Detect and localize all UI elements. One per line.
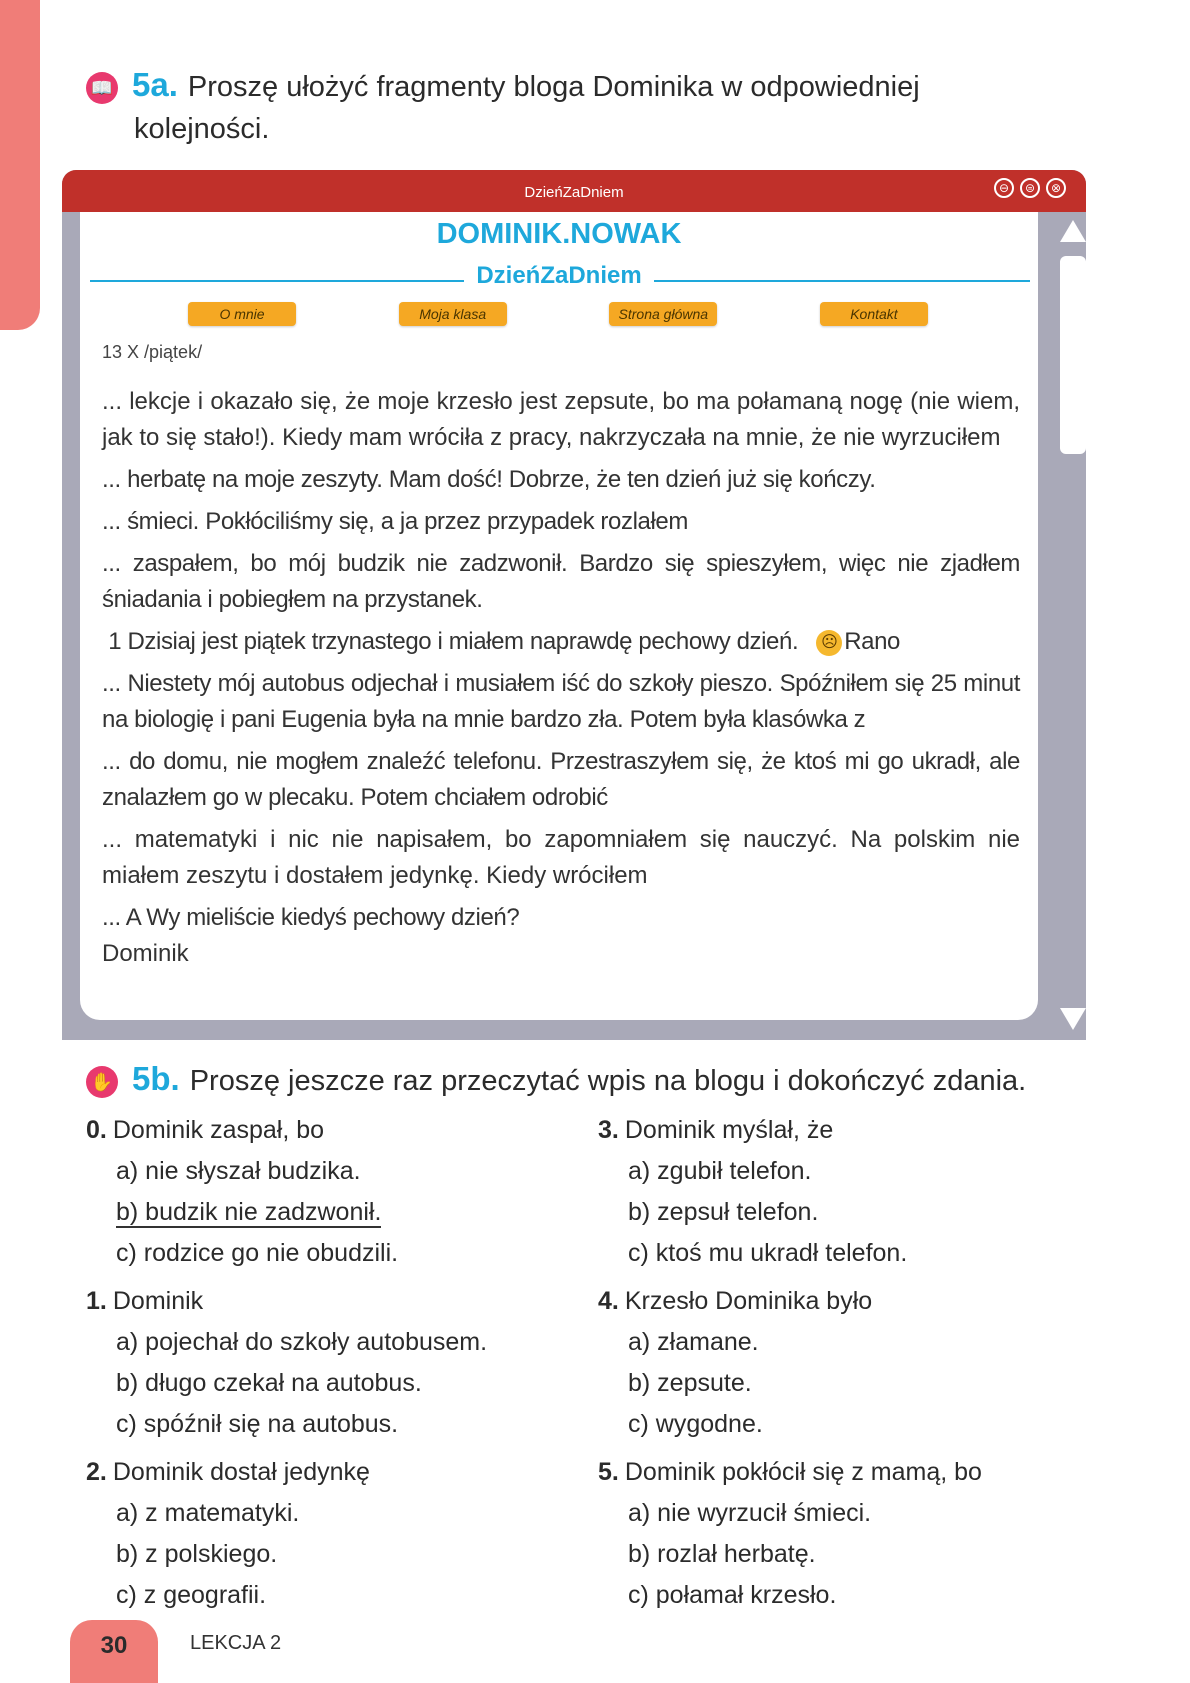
blog-subtitle-wrap: [80, 262, 1038, 290]
option-a[interactable]: a) pojechał do szkoły autobusem.: [116, 1328, 488, 1356]
page-number: 30: [70, 1620, 158, 1683]
option-a[interactable]: a) złamane.: [628, 1328, 759, 1356]
exercise-5a-heading: [86, 64, 1086, 150]
option-b-selected[interactable]: [86, 1192, 566, 1233]
page-side-tab: [0, 0, 40, 330]
fragment: ... A Wy mieliście kiedyś pechowy dzień?: [102, 904, 520, 931]
book-icon: 📖: [86, 72, 118, 104]
fragment-first: [102, 624, 1020, 660]
option-b[interactable]: b) rozlał herbatę.: [628, 1540, 816, 1568]
question-number: 2.: [86, 1458, 107, 1486]
blog-content: [80, 212, 1038, 1020]
option-c[interactable]: c) z geografii.: [116, 1581, 267, 1609]
fragment: ... do domu, nie mogłem znaleźć telefonu. Przestraszyłem się, że ktoś mi go ukradł, ale znalazłem go w plecaku. Potem chciałem odrobić: [102, 748, 1020, 811]
exercise-5b-number: 5b.: [132, 1060, 180, 1097]
question-number: 4.: [598, 1287, 619, 1315]
blog-name: DOMINIK.NOWAK: [436, 218, 682, 250]
post-date: 13 X /piątek/: [102, 342, 203, 362]
option-b-text: b) budzik nie zadzwonił.: [116, 1198, 382, 1226]
question-stem: Dominik pokłócił się z mamą, bo: [624, 1458, 982, 1486]
nav-my-class[interactable]: Moja klasa: [399, 302, 507, 326]
scroll-down-arrow-icon[interactable]: [1060, 1008, 1086, 1030]
fragment: ... lekcje i okazało się, że moje krzesło jest zepsute, bo ma połamaną nogę (nie wiem, jak to się stało!). Kiedy mam wróciła z pracy, nakrzyczała na mnie, że nie wyrzuciłem: [102, 388, 1020, 451]
option-c[interactable]: c) połamał krzesło.: [628, 1581, 837, 1609]
window-titlebar: [62, 170, 1086, 212]
option-c[interactable]: c) spóźnił się na autobus.: [116, 1410, 399, 1438]
option-b[interactable]: b) zepsuł telefon.: [628, 1198, 819, 1226]
question-2: [86, 1452, 566, 1616]
question-stem: Dominik dostał jedynkę: [112, 1458, 370, 1486]
question-number: 3.: [598, 1116, 619, 1144]
blog-nav: [188, 302, 928, 326]
exercise-5a-instruction-cont: kolejności.: [134, 113, 270, 145]
nav-home[interactable]: Strona główna: [609, 302, 717, 326]
exercise-5b-instruction: Proszę jeszcze raz przeczytać wpis na blogu i dokończyć zdania.: [189, 1065, 1027, 1097]
fragment-first-text: 1 Dzisiaj jest piątek trzynastego i miałem naprawdę pechowy dzień.: [108, 628, 799, 655]
question-stem: Dominik zaspał, bo: [112, 1116, 325, 1144]
minimize-icon[interactable]: ⊖: [994, 178, 1014, 198]
window-title: DzieńZaDniem: [524, 184, 624, 201]
option-a[interactable]: a) nie słyszał budzika.: [116, 1157, 361, 1185]
option-c[interactable]: c) ktoś mu ukradł telefon.: [628, 1239, 908, 1267]
question-stem: Krzesło Dominika było: [624, 1287, 873, 1315]
option-b[interactable]: b) długo czekał na autobus.: [116, 1369, 422, 1397]
fragment: ... matematyki i nic nie napisałem, bo zapomniałem się nauczyć. Na polskim nie miałem zeszytu i dostałem jedynkę. Kiedy wróciłem: [102, 826, 1020, 889]
option-c[interactable]: c) wygodne.: [628, 1410, 763, 1438]
fragment: ... Niestety mój autobus odjechał i musiałem iść do szkoły pieszo. Spóźniłem się 25 minut na biologię i pani Eugenia była na mnie bardzo zła. Potem była klasówka z: [102, 670, 1020, 733]
lesson-label: LEKCJA 2: [190, 1632, 282, 1654]
question-number: 1.: [86, 1287, 107, 1315]
question-number: 0.: [86, 1116, 107, 1144]
questions-left-column: [86, 1110, 566, 1623]
option-b[interactable]: b) z polskiego.: [116, 1540, 278, 1568]
question-stem: Dominik: [112, 1287, 204, 1315]
close-icon[interactable]: ⊗: [1046, 178, 1066, 198]
question-1: [86, 1281, 566, 1445]
fragment-first-tail: Rano: [844, 628, 901, 655]
option-a[interactable]: a) z matematyki.: [116, 1499, 300, 1527]
blog-subtitle: DzieńZaDniem: [464, 262, 653, 289]
fragment: ... śmieci. Pokłóciliśmy się, a ja przez przypadek rozlałem: [102, 508, 688, 535]
question-3: [598, 1110, 1078, 1274]
question-stem: Dominik myślał, że: [624, 1116, 834, 1144]
questions-right-column: [598, 1110, 1078, 1623]
nav-contact[interactable]: Kontakt: [820, 302, 928, 326]
sad-face-icon: ☹: [816, 630, 842, 656]
exercise-5b-heading: [86, 1058, 1086, 1102]
blog-window: [62, 170, 1086, 1040]
exercise-5a-number: 5a.: [132, 66, 178, 103]
option-a[interactable]: a) nie wyrzucił śmieci.: [628, 1499, 872, 1527]
question-5: [598, 1452, 1078, 1616]
nav-about[interactable]: O mnie: [188, 302, 296, 326]
maximize-icon[interactable]: ⊜: [1020, 178, 1040, 198]
scroll-up-arrow-icon[interactable]: [1060, 220, 1086, 242]
signature: Dominik: [102, 940, 189, 967]
question-4: [598, 1281, 1078, 1445]
question-number: 5.: [598, 1458, 619, 1486]
window-controls: [994, 178, 1066, 198]
exercise-5a-instruction: Proszę ułożyć fragmenty bloga Dominika w odpowiedniej: [187, 71, 920, 103]
fragment: ... herbatę na moje zeszyty. Mam dość! Dobrze, że ten dzień już się kończy.: [102, 466, 876, 493]
hand-icon: ✋: [86, 1066, 118, 1098]
post-fragments: [102, 384, 1020, 978]
scrollbar-thumb[interactable]: [1060, 256, 1086, 454]
option-a[interactable]: a) zgubił telefon.: [628, 1157, 812, 1185]
option-b[interactable]: b) zepsute.: [628, 1369, 752, 1397]
fragment: ... zaspałem, bo mój budzik nie zadzwonił. Bardzo się spieszyłem, więc nie zjadłem śniadania i pobiegłem na przystanek.: [102, 550, 1020, 613]
question-0: [86, 1110, 566, 1274]
option-c[interactable]: c) rodzice go nie obudzili.: [116, 1239, 399, 1267]
